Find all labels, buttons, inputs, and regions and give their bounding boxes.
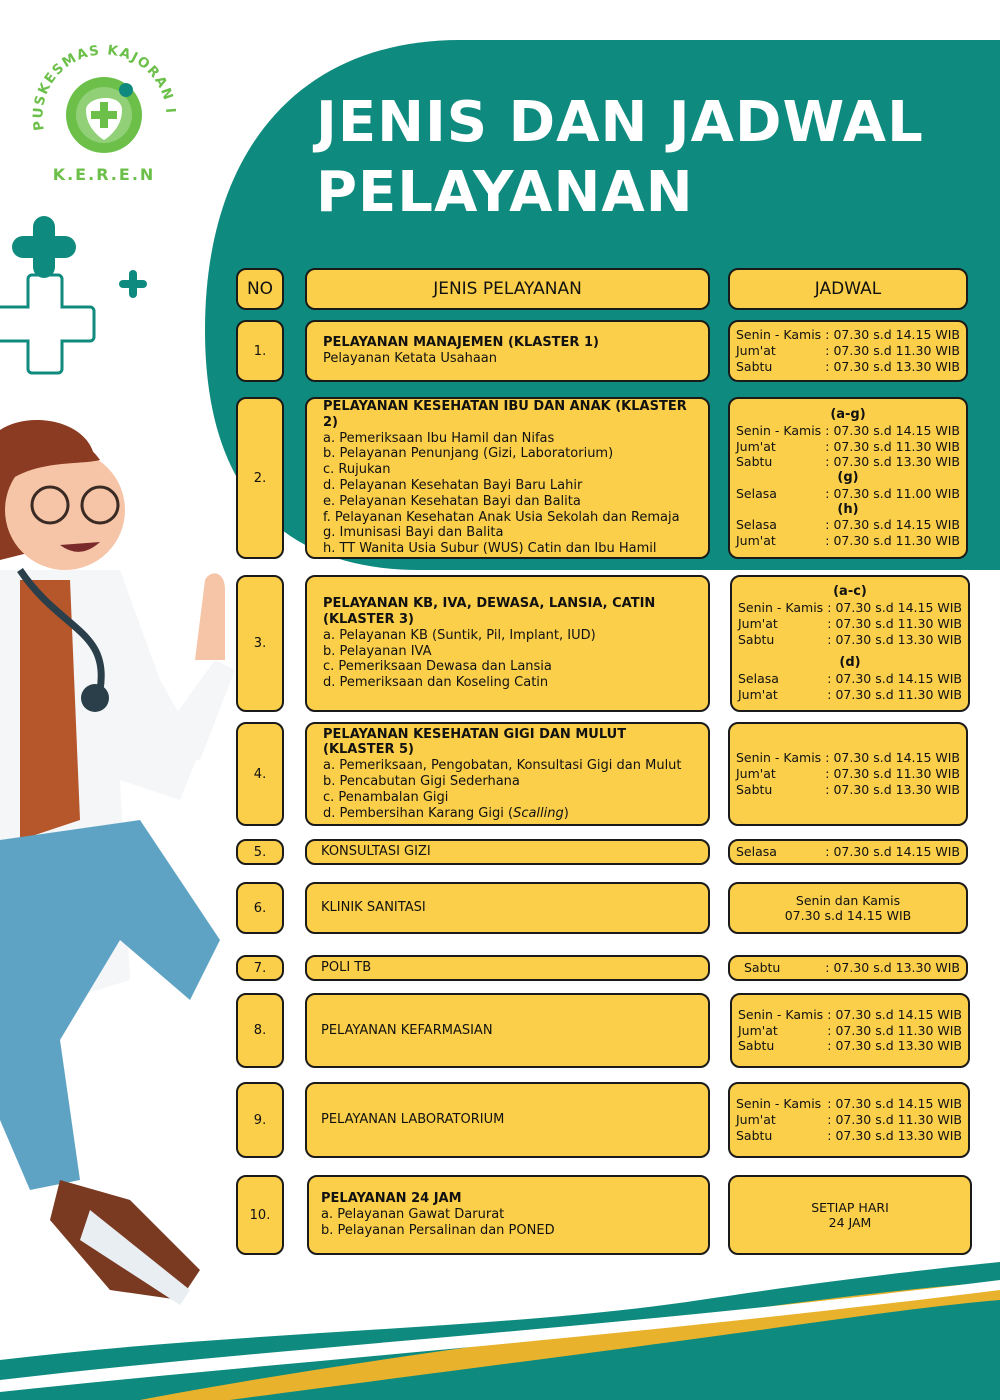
row-5-no [236,839,284,865]
service-item: f. Pelayanan Kesehatan Anak Usia Sekolah dan Remaja [323,509,680,525]
row-1-service [305,320,710,382]
schedule-group-label: (h) [837,501,859,517]
service-name: PELAYANAN LABORATORIUM [321,1112,505,1128]
row-6-service [305,882,710,934]
service-title: PELAYANAN MANAJEMEN (KLASTER 1) [323,335,599,351]
row-5-schedule [728,839,968,865]
row-number: 3. [253,636,267,651]
service-name: PELAYANAN KEFARMASIAN [321,1022,493,1038]
row-8-schedule [730,993,970,1068]
row-9-service [305,1082,710,1158]
schedule-row: Senin - Kamis : 07.30 s.d 14.15 WIB [738,1006,962,1022]
row-1-no [236,320,284,382]
header-no [236,268,284,310]
row-4-service [305,722,710,826]
row-4-no [236,722,284,826]
header-schedule-label: JADWAL [814,279,882,299]
schedule-row: Sabtu : 07.30 s.d 13.30 WIB [736,1127,962,1143]
service-title: PELAYANAN KESEHATAN IBU DAN ANAK (KLASTER 2) [323,399,687,430]
service-name: KONSULTASI GIZI [321,844,431,860]
service-item: a. Pemeriksaan, Pengobatan, Konsultasi Gigi dan Mulut [323,758,682,774]
doctor-illustration [0,420,240,1320]
service-title: PELAYANAN 24 JAM [321,1191,462,1207]
service-item: b. Pencabutan Gigi Sederhana [323,774,520,789]
schedule-group-label: (d) [839,655,861,671]
row-1-schedule [728,320,968,382]
service-item: d. Pemeriksaan dan Koseling Catin [323,675,549,691]
row-8-service [305,993,710,1068]
plus-icon-small [119,270,147,298]
schedule-group-label: (a-c) [833,584,867,600]
schedule-row: Selasa : 07.30 s.d 11.00 WIB [736,485,960,501]
row-7-service [305,955,710,981]
service-item: d. Pelayanan Kesehatan Bayi Baru Lahir [323,478,583,493]
service-title-cont: (KLASTER 3) [323,611,414,627]
schedule-row: Jum'at : 07.30 s.d 11.30 WIB [736,533,960,549]
service-item: a. Pelayanan Gawat Darurat [321,1207,505,1223]
schedule-row: Sabtu : 07.30 s.d 13.30 WIB [738,1038,962,1054]
schedule-row: Jum'at : 07.30 s.d 11.30 WIB [738,686,962,702]
header-service-label: JENIS PELAYANAN [433,279,582,299]
schedule-row: Senin - Kamis : 07.30 s.d 14.15 WIB [736,327,960,343]
schedule-group-label: (a-g) [830,406,866,422]
schedule-row: Sabtu : 07.30 s.d 13.30 WIB [736,781,960,797]
row-7-no [236,955,284,981]
service-item: b. Pelayanan Penunjang (Gizi, Laboratorium) [323,446,614,462]
service-item: e. Pelayanan Kesehatan Bayi dan Balita [323,493,581,509]
puskesmas-logo [22,30,187,195]
schedule-row: Sabtu : 07.30 s.d 13.30 WIB [736,454,960,470]
row-3-service [305,575,710,712]
row-2-no [236,397,284,559]
header-no-label: NO [246,279,274,299]
logo-sub-text: K.E.R.E.N [52,165,156,184]
schedule-row: Jum'at : 07.30 s.d 11.30 WIB [736,766,960,782]
title-line-2: PELAYANAN [316,160,694,225]
schedule-row: Selasa : 07.30 s.d 14.15 WIB [736,517,960,533]
service-title: PELAYANAN KB, IVA, DEWASA, LANSIA, CATIN [323,596,656,612]
row-9-no [236,1082,284,1158]
row-number: 8. [253,1023,267,1038]
row-10-no [236,1175,284,1255]
row-number: 10. [249,1207,271,1223]
row-number: 5. [253,844,267,860]
schedule-row: Senin - Kamis : 07.30 s.d 14.15 WIB [738,600,962,615]
header-schedule [728,268,968,310]
row-10-schedule [728,1175,972,1255]
service-item: b. Pelayanan IVA [323,643,432,659]
row-number: 4. [253,766,267,782]
row-10-service [307,1175,710,1255]
logo-arc-text: PUSKESMAS KAJORAN I [30,42,179,132]
row-6-schedule [728,882,968,934]
row-number: 1. [253,343,267,359]
service-item: a. Pemeriksaan Ibu Hamil dan Nifas [323,430,555,446]
schedule-row: Selasa : 07.30 s.d 14.15 WIB [736,844,960,860]
service-item: b. Pelayanan Persalinan dan PONED [321,1222,555,1238]
schedule-row: Selasa : 07.30 s.d 14.15 WIB [738,671,962,687]
schedule-row: Sabtu : 07.30 s.d 13.30 WIB [744,960,960,976]
schedule-line: 07.30 s.d 14.15 WIB [784,908,912,923]
schedule-row: Jum'at : 07.30 s.d 11.30 WIB [736,1112,962,1128]
page-title [316,88,924,228]
schedule-row: Jum'at : 07.30 s.d 11.30 WIB [738,615,962,631]
row-2-service [305,397,710,559]
service-item: Pelayanan Ketata Usahaan [323,351,497,366]
row-7-schedule [728,955,968,981]
schedule-row: Jum'at : 07.30 s.d 11.30 WIB [738,1022,962,1038]
row-number: 7. [253,960,267,976]
row-5-service [305,839,710,865]
schedule-row: Jum'at : 07.30 s.d 11.30 WIB [736,438,960,454]
row-9-schedule [728,1082,970,1158]
row-4-schedule [728,722,968,826]
service-item: c. Pemeriksaan Dewasa dan Lansia [323,659,552,675]
service-item: a. Pelayanan KB (Suntik, Pil, Implant, IUD) [323,627,596,643]
title-line-1: JENIS DAN JADWAL [316,90,924,155]
row-8-no [236,993,284,1068]
italic-term: Scalling [513,805,564,821]
row-6-no [236,882,284,934]
plus-icon-solid [12,216,76,278]
service-item: g. Imunisasi Bayi dan Balita [323,525,504,541]
schedule-row: Jum'at : 07.30 s.d 11.30 WIB [736,343,960,359]
schedule-line: SETIAP HARI [811,1200,889,1215]
schedule-row: Sabtu : 07.30 s.d 13.30 WIB [738,631,962,647]
schedule-row: Senin - Kamis : 07.30 s.d 14.15 WIB [736,1096,962,1112]
schedule-group-label: (g) [837,470,859,486]
service-title: PELAYANAN KESEHATAN GIGI DAN MULUT (KLASTER 5) [323,726,627,758]
schedule-row: Sabtu : 07.30 s.d 13.30 WIB [736,358,960,374]
header-service [305,268,710,310]
service-name: KLINIK SANITASI [321,900,426,916]
service-item: h. TT Wanita Usia Subur (WUS) Catin dan Ibu Hamil [323,541,657,557]
row-number: 2. [253,470,267,486]
schedule-line: Senin dan Kamis [795,893,901,908]
plus-icon-outline [0,275,94,373]
service-item: d. Pembersihan Karang Gigi (Scalling) [323,805,569,821]
service-item: c. Rujukan [323,462,391,478]
service-item: c. Penambalan Gigi [323,789,449,805]
row-2-schedule [728,397,968,559]
row-number: 6. [253,900,267,916]
schedule-line: 24 JAM [828,1215,872,1230]
schedule-row: Senin - Kamis : 07.30 s.d 14.15 WIB [736,750,960,766]
service-name: POLI TB [321,960,372,976]
row-3-schedule [730,575,970,712]
schedule-row: Senin - Kamis : 07.30 s.d 14.15 WIB [736,422,960,438]
row-number: 9. [253,1112,267,1128]
row-3-no [236,575,284,712]
